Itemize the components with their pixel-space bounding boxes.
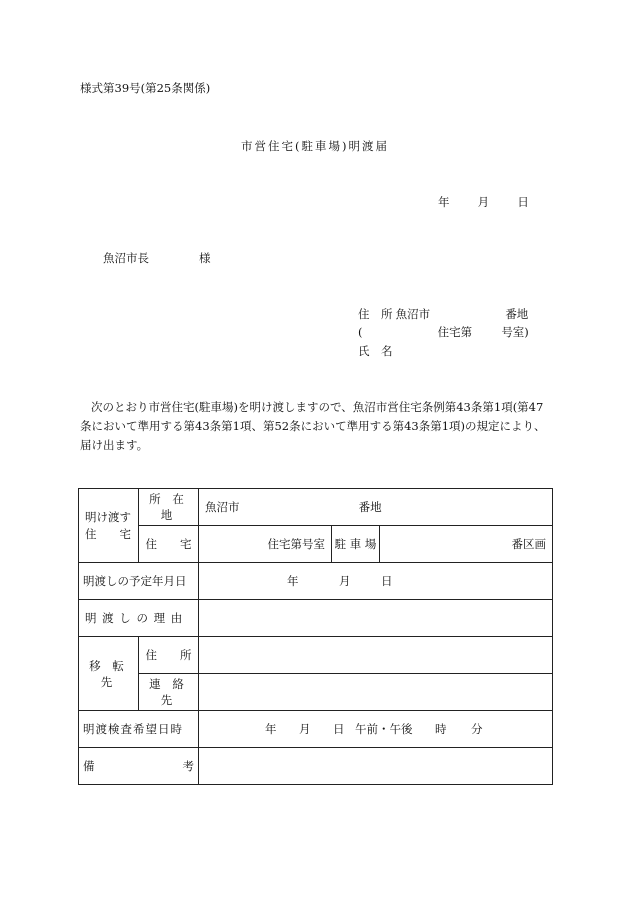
planned-date-field[interactable]: [199, 563, 553, 600]
surrender-details-table: [78, 488, 553, 785]
reason-field[interactable]: [199, 600, 553, 637]
inspection-label: 明渡検査希望日時: [79, 711, 199, 748]
addressee: [103, 250, 211, 266]
date-day: 日: [517, 195, 529, 209]
table-row: [79, 489, 553, 526]
document-title: 市営住宅(駐車場)明渡届: [241, 139, 389, 153]
insp-year: 年: [265, 722, 277, 736]
parking-label: 駐 車 場: [332, 526, 380, 563]
insp-minute: 分: [471, 722, 483, 736]
inspection-datetime-field[interactable]: [199, 711, 553, 748]
sender-housing-label: 住宅第: [437, 325, 473, 339]
insp-ampm: 午前・午後: [355, 722, 413, 736]
location-suffix: 番地: [358, 500, 382, 514]
table-row: [79, 526, 553, 563]
insp-month: 月: [299, 722, 311, 736]
remarks-label-2: 考: [182, 759, 194, 773]
planned-year: 年: [287, 574, 299, 588]
body-text: 次のとおり市営住宅(駐車場)を明け渡しますので、魚沼市営住宅条例第43条第1項(第47条において準用する第43条第1項、第52条において準用する第43条第1項)の規定により、届け出ます。: [80, 400, 546, 452]
date-month: 月: [477, 195, 490, 209]
remarks-label: [79, 748, 199, 785]
planned-date-label: 明渡しの予定年月日: [79, 563, 199, 600]
sender-room-label: 号室): [501, 325, 529, 339]
move-address-field[interactable]: [199, 637, 553, 674]
sender-name-label: 氏 名: [358, 344, 393, 358]
house-number-field[interactable]: [199, 526, 332, 563]
addressee-name: 魚沼市長: [103, 251, 149, 265]
reason-label: 明 渡 し の 理 由: [79, 600, 199, 637]
sender-address-label: 住 所: [358, 307, 393, 321]
addressee-honorific: 様: [199, 251, 211, 265]
table-row: [79, 674, 553, 711]
surrender-house-label: 明け渡す 住 宅: [79, 489, 139, 563]
location-label: 所 在 地: [139, 489, 199, 526]
insp-day: 日: [333, 722, 345, 736]
house-label: 住 宅: [139, 526, 199, 563]
move-to-label: 移 転 先: [79, 637, 139, 711]
move-contact-label: 連 絡 先: [139, 674, 199, 711]
parking-suffix: 番区画: [511, 537, 546, 551]
move-contact-field[interactable]: [199, 674, 553, 711]
parking-number-field[interactable]: [380, 526, 553, 563]
table-row: [79, 563, 553, 600]
table-row: [79, 748, 553, 785]
table-row: [79, 711, 553, 748]
sender-address-line: [358, 306, 528, 322]
planned-day: 日: [381, 574, 393, 588]
planned-month: 月: [339, 574, 351, 588]
sender-address-city: 魚沼市: [395, 307, 431, 321]
sender-name-line: [358, 343, 393, 359]
house-no-suffix: 号室: [302, 537, 325, 551]
house-no-prefix: 住宅第: [267, 537, 302, 551]
remarks-label-1: 備: [83, 759, 95, 773]
submission-date: [438, 194, 529, 210]
remarks-field[interactable]: [199, 748, 553, 785]
form-number: 様式第39号(第25条関係): [80, 81, 211, 95]
location-value[interactable]: [199, 489, 553, 526]
date-year: 年: [438, 195, 450, 209]
sender-housing-line: [358, 324, 529, 340]
sender-paren-open: (: [358, 325, 363, 339]
table-row: [79, 637, 553, 674]
location-city: 魚沼市: [205, 500, 240, 514]
move-address-label: 住 所: [139, 637, 199, 674]
table-row: [79, 600, 553, 637]
insp-hour: 時: [435, 722, 447, 736]
sender-address-suffix: 番地: [505, 307, 529, 321]
